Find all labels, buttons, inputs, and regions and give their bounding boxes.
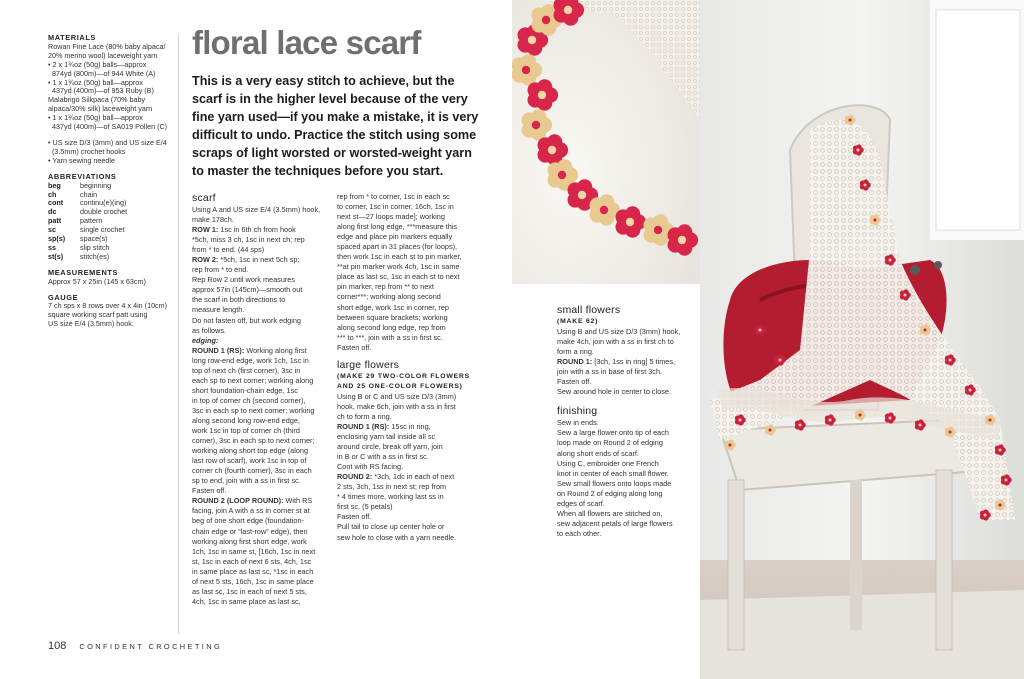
instruction-line: **at pin marker work 4ch, 1sc in same [337,262,460,272]
instruction-line: sp to end, join with a ss in first sc. [192,476,301,486]
instruction-line: corner***; working along second [337,292,441,302]
small-flowers-heading: small flowers [557,304,621,316]
instruction-line: ROUND 1 (RS): Working along first [192,345,307,355]
abbr-value: pattern [80,216,103,226]
instruction-line: Cont with RS facing. [337,462,404,472]
crochet-flower-center [769,429,772,432]
instruction-line: Rep Row 2 until work measures [192,275,296,285]
instruction-line: Sew a large flower onto tip of each [557,428,669,438]
instruction-line: hook, make 6ch, join with a ss in first [337,401,456,411]
page-title: floral lace scarf [192,24,421,61]
instruction-line: around circle, break off yarn, join [337,442,443,452]
instruction-line: top of next ch (first corner), 3sc in [192,365,301,375]
instruction-line: Fasten off. [337,342,372,352]
instruction-line: last row of scarf), work 1sc in top of [192,456,307,466]
intro-line: scraps of light worsted or worsted-weight yarn [192,146,472,161]
instruction-line: as last sc, 1sc in each of next 5 sts, [192,586,307,596]
scarf-column [192,192,330,607]
crochet-flower-center [864,184,867,187]
gauge-line: square working scarf patt using [48,310,148,320]
instruction-line: ROUND 1 (RS): 15sc in ring, [337,421,431,431]
instruction-line: place as last sc, 1sc in each st to next [337,272,460,282]
instruction-line: ROW 2: *5ch, 1sc in next 5ch sp; [192,255,300,265]
instruction-line: 1ch, 1sc in same st, [16ch, 1sc in next [192,546,316,556]
instruction-line: working along short top edge (along [192,446,309,456]
crochet-flower-center [532,121,540,129]
instruction-line: along second long edge, rep from [337,322,446,332]
instruction-line: Using B and US size D/3 (3mm) hook, [557,327,681,337]
instruction-line: working along first short edge, work [192,536,307,546]
intro-line: This is a very easy stitch to achieve, but the [192,74,455,88]
crochet-flower-center [1005,479,1008,482]
crochet-flower-center [999,504,1002,507]
instruction-line: Using A and US size E/4 (3.5mm) hook, [192,205,321,214]
instruction-line: from * to end. (44 sps) [192,245,265,255]
instruction-line: ROW 1: 1sc in 6th ch from hook [192,225,296,235]
crochet-flower-center [729,444,732,447]
instruction-line: in B or C with a ss in first sc. [337,452,429,462]
scarf-heading: scarf [192,192,216,204]
materials-line: • 1 x 1¾oz (50g) ball—approx [48,113,143,123]
instruction-line: work 1sc in top of corner ch (third [192,426,300,436]
instruction-line: between square brackets; working [337,312,448,322]
crochet-flower-center [542,16,550,24]
crochet-flower-center [999,449,1002,452]
abbr-key: ch [48,189,57,199]
instruction-line: in same place as last sc, *1sc in each [192,566,314,576]
middle-column [337,192,477,543]
crochet-flower-center [919,424,922,427]
small-flowers-subheading: (MAKE 62) [557,318,599,325]
crochet-flower-center [949,359,952,362]
materials-line: 437yd (400m)—of 953 Ruby (B) [48,86,154,96]
instruction-line: 4ch, 1sc in same place as last sc, [192,596,301,606]
instruction-line: *** to ***, join with a ss in first sc. [337,332,443,342]
instruction-line: along second long row-end edge, [192,415,300,425]
materials-line: 874yd (800m)—of 944 White (A) [48,68,156,78]
large-flowers-heading: large flowers [337,358,400,371]
abbr-value: chain [80,189,98,199]
instruction-line: approx 57in (145cm)—smooth out [192,285,303,295]
instruction-line: join with a ss in base of first 3ch. [557,367,663,377]
abbr-key: sp(s) [48,234,66,244]
instruction-line: ROUND 2 (LOOP ROUND): With RS [192,496,313,506]
intro-paragraph [192,72,479,181]
tools-line: • US size D/3 (3mm) and US size E/4 [48,137,167,147]
instruction-line: Do not fasten off, but work edging [192,315,301,325]
instruction-line: next st—27 loops made]; working [337,212,445,222]
large-flowers-subheading: AND 25 ONE-COLOR FLOWERS) [337,382,463,390]
instruction-line: rep from * to end. [192,265,249,275]
crochet-flower-center [989,419,992,422]
intro-line: scarf is in the higher level because of the very [192,92,468,107]
instruction-line: short edge, work 1sc in corner, rep [337,302,449,312]
intro-line: to master the techniques before you start. [192,164,444,179]
gauge-line: US size E/4 (3.5mm) hook. [48,319,134,329]
instruction-line: sew hole to close with a yarn needle. [337,532,457,542]
crochet-flower-center [548,146,556,154]
instruction-line: corner), 3sc in each sp to next corner; [192,436,315,446]
crochet-flower-center [564,6,572,14]
measurements-text: Approx 57 x 25in (145 x 63cm) [48,276,146,286]
materials-line: Malabrigo Silkpaca (70% baby [48,95,146,105]
instruction-line: to each other. [557,528,602,538]
materials-line: alpaca/30% silk) laceweight yarn [48,104,153,114]
abbreviations-heading: ABBREVIATIONS [48,171,117,181]
crochet-flower-center [600,206,608,214]
flower-detail-photo [512,0,700,284]
column-divider [178,34,179,634]
abbr-value: double crochet [80,207,128,217]
instruction-line: loop made on Round 2 of edging [557,438,663,448]
large-flowers-subheading: (MAKE 29 TWO-COLOR FLOWERS [337,372,470,380]
instruction-line: Fasten off. [557,377,592,387]
instruction-line: the scarf in both directions to [192,295,286,305]
instruction-line: sew adjacent petals of large flowers [557,518,673,528]
tools-line: • Yarn sewing needle [48,155,115,165]
instruction-line: as follows. [192,325,227,335]
crochet-flower-center [984,514,987,517]
instruction-line: measure length. [192,305,245,315]
instruction-line: on Round 2 of edging along long [557,488,663,498]
crochet-flower-center [678,236,686,244]
gauge-line: 7 ch sps x 8 rows over 4 x 4in (10cm) [48,301,168,311]
crochet-flower-center [538,91,546,99]
measurements-heading: MEASUREMENTS [48,267,119,277]
intro-line: difficult to undo. Practice the stitch using some [192,128,477,143]
page-footer [48,640,222,652]
instruction-line: then work 1sc in each st to pin marker, [337,252,462,262]
instruction-line: long row-end edge, work 1ch, 1sc in [192,355,309,365]
instruction-line: edging: [192,335,219,345]
instruction-line: corner ch (fourth corner), 3sc in each [192,466,312,476]
instruction-line: spaced apart in 31 places (for loops), [337,242,458,252]
crochet-flower-center [859,414,862,417]
instruction-line: to corner, 1sc in corner, 16ch, 1sc in [337,202,454,212]
instruction-line: Pull tail to close up center hole or [337,522,445,532]
crochet-flower-center [654,226,662,234]
instruction-line: short foundation-chain edge, 1sc [192,385,298,395]
materials-line: Rowan Fine Lace (80% baby alpaca/ [48,41,166,51]
instruction-line: pin marker, rep from ** to next [337,282,434,292]
abbr-key: beg [48,180,61,190]
instruction-line: rep from * to corner, 1sc in each sc [337,192,450,201]
materials-line: • 1 x 1¾oz (50g) ball—approx [48,77,143,87]
crochet-flower-center [904,294,907,297]
intro-line: fine yarn used—if you make a mistake, it is very [192,110,479,125]
instruction-line: in top of corner ch (second corner), [192,395,306,405]
scarf-on-chair-photo [700,0,1024,679]
instruction-line: ROUND 2: *3ch, 1dc in each of next [337,472,455,482]
instruction-line: each sp to next corner; working along [192,375,314,385]
crochet-flower-center [558,171,566,179]
abbr-value: beginning [80,180,112,190]
crochet-flower-center [849,119,852,122]
materials-line: • 2 x 1¾oz (50g) balls—approx [48,59,147,69]
instruction-line: form a ring. [557,347,594,357]
abbr-value: stitch(es) [80,251,110,261]
instruction-line: make 178ch. [192,215,234,225]
page-number: 108 [48,640,67,652]
abbr-value: space(s) [80,234,108,244]
instruction-line: * 4 times more, working last ss in [337,492,444,502]
materials-sidebar [48,34,172,336]
instruction-line: Fasten off. [192,486,227,496]
materials-line: 20% merino wool) laceweight yarn [48,50,158,60]
instruction-line: chain edge or “last-row” edge), then [192,526,308,536]
instruction-line: ch to form a ring. [337,411,392,421]
crochet-flower-center [739,419,742,422]
abbr-value: single crochet [80,225,125,235]
crochet-flower-center [522,66,530,74]
book-title: CONFIDENT CROCHETING [79,642,223,651]
crochet-flower-center [874,219,877,222]
instruction-line: first sc. (5 petals) [337,502,393,512]
instruction-line: 2 sts, 3ch, 1ss in next st; rep from [337,482,447,492]
instruction-line: edge and place pin markers equally [337,232,453,242]
instruction-line: Fasten off. [337,512,372,522]
crochet-flower-center [857,149,860,152]
crochet-flower-center [759,329,762,332]
instruction-line: edges of scarf. [557,498,605,508]
instruction-line: st, 1sc in each of next 6 sts, 4ch, 1sc [192,556,312,566]
crochet-flower-center [924,329,927,332]
materials-heading: MATERIALS [48,33,96,42]
crochet-flower-center [949,431,952,434]
abbr-key: st(s) [48,251,64,261]
instruction-line: *5ch, miss 3 ch, 1sc in next ch; rep [192,235,305,245]
crochet-flower-center [829,419,832,422]
abbr-value: continu(e)(ing) [80,198,127,208]
instruction-line: Using B or C and US size D/3 (3mm) [337,391,457,401]
abbr-key: sc [48,225,56,235]
abbr-key: ss [48,242,56,252]
crochet-flower-center [578,191,586,199]
crochet-flower-center [799,424,802,427]
right-column [557,304,697,539]
instruction-line: ROUND 1: [3ch, 1ss in ring] 5 times, [557,357,676,367]
instruction-line: make 4ch, join with a ss in first ch to [557,337,674,347]
instruction-line: 3sc in each sp to next corner; working [192,405,315,415]
crochet-flower-center [779,359,782,362]
abbreviations-list [48,182,172,262]
abbr-key: patt [48,216,62,226]
instruction-line: Sew in ends. [557,418,599,428]
crochet-flower-center [889,417,892,420]
instruction-line: along first long edge, ***measure this [337,222,458,232]
instruction-line: Sew around hole in center to close. [557,387,671,397]
finishing-heading: finishing [557,405,598,418]
instruction-line: Sew small flowers onto loops made [557,478,672,488]
crochet-flower-center [969,389,972,392]
instruction-line: enclosing yarn tail inside all sc [337,432,436,442]
instruction-line: facing, join A with a ss in corner st at [192,506,310,516]
abbr-key: cont [48,198,64,208]
gauge-heading: GAUGE [48,292,79,302]
instruction-line: along short ends of scarf. [557,448,639,458]
crochet-flower-center [626,218,634,226]
instruction-line: When all flowers are stitched on, [557,508,663,518]
abbr-value: slip stitch [80,242,110,252]
materials-line: 437yd (400m)—of SA019 Pollen (C) [48,122,168,132]
instruction-line: knot in center of each small flower. [557,468,669,478]
crochet-flower-center [528,36,536,44]
abbr-key: dc [48,207,57,217]
instruction-line: Using C, embroider one French [557,458,659,468]
instruction-line: beg of one short edge (foundation- [192,516,304,526]
instruction-line: of next 5 sts, 16ch, 1sc in same place [192,576,314,586]
tools-line: (3.5mm) crochet hooks [48,146,126,156]
crochet-flower-center [889,259,892,262]
